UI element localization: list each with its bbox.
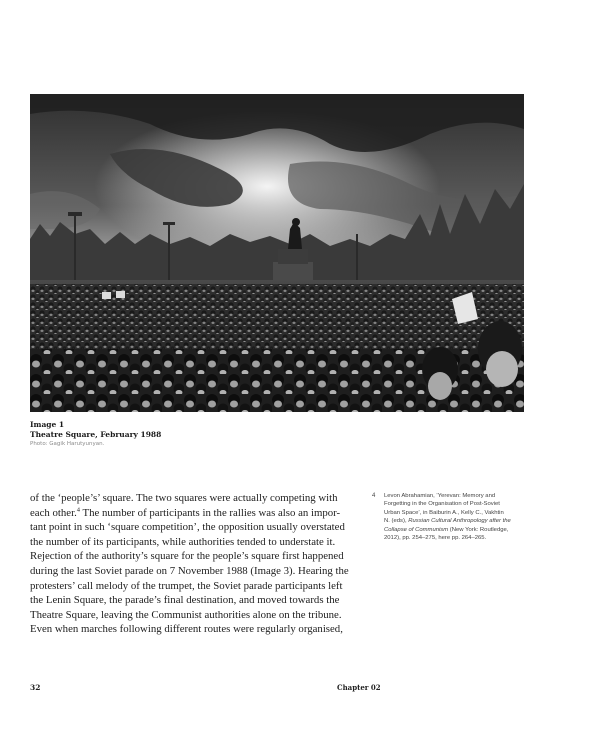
photo-illustration xyxy=(30,94,524,412)
footnote-reference[interactable]: 4 xyxy=(76,506,81,513)
page-number: 32 xyxy=(30,683,41,692)
body-line: protesters’ call melody of the trumpet, the Soviet parade participants left xyxy=(30,579,343,592)
body-line: of the ‘people’s’ square. The two squares were actually competing with xyxy=(30,492,338,504)
body-line: the Lenin Square, the parade’s final destination, and moved towards the xyxy=(30,594,340,607)
body-line: during the last Soviet parade on 7 November 1988 (Image 3). Hearing the xyxy=(30,564,349,577)
body-line: Rejection of the authority’s square for the people’s square first happened xyxy=(30,550,344,563)
body-line: each other.$^4$ The number of participants in the rallies was also an impor- xyxy=(30,506,341,519)
body-line: tant point in such ‘square competition’, the opposition usually overstated xyxy=(30,521,345,534)
footnote-number: 4 xyxy=(372,493,376,499)
crowd-photo xyxy=(30,94,524,412)
body-line: Even when marches following different routes were regularly organised, xyxy=(30,623,343,636)
footnote-text: Levon Abrahamian, ‘Yerevan: Memory and Forgetting in the Organisation of Post-Soviet Urban Space’, in Baiburin A., Kelly C., Vakhtin N. (eds), Russian Cultural Anthropology after the Collapse of Communism (New York: Routledge, 2012), pp. 254–275, here pp. 264–265. xyxy=(384,493,511,542)
body-line: Theatre Square, leaving the Communist authorities alone on the tribune. xyxy=(30,608,342,621)
body-line: the number of its participants, while authorities tended to understate it. xyxy=(30,535,336,548)
body-paragraph xyxy=(30,491,364,637)
caption-label: Image 1 xyxy=(30,420,65,429)
photo-credit: Photo: Gagik Harutyunyan. xyxy=(30,441,105,447)
image-caption xyxy=(30,420,330,449)
caption-title: Theatre Square, February 1988 xyxy=(30,430,162,439)
chapter-label: Chapter 02 xyxy=(337,683,381,692)
